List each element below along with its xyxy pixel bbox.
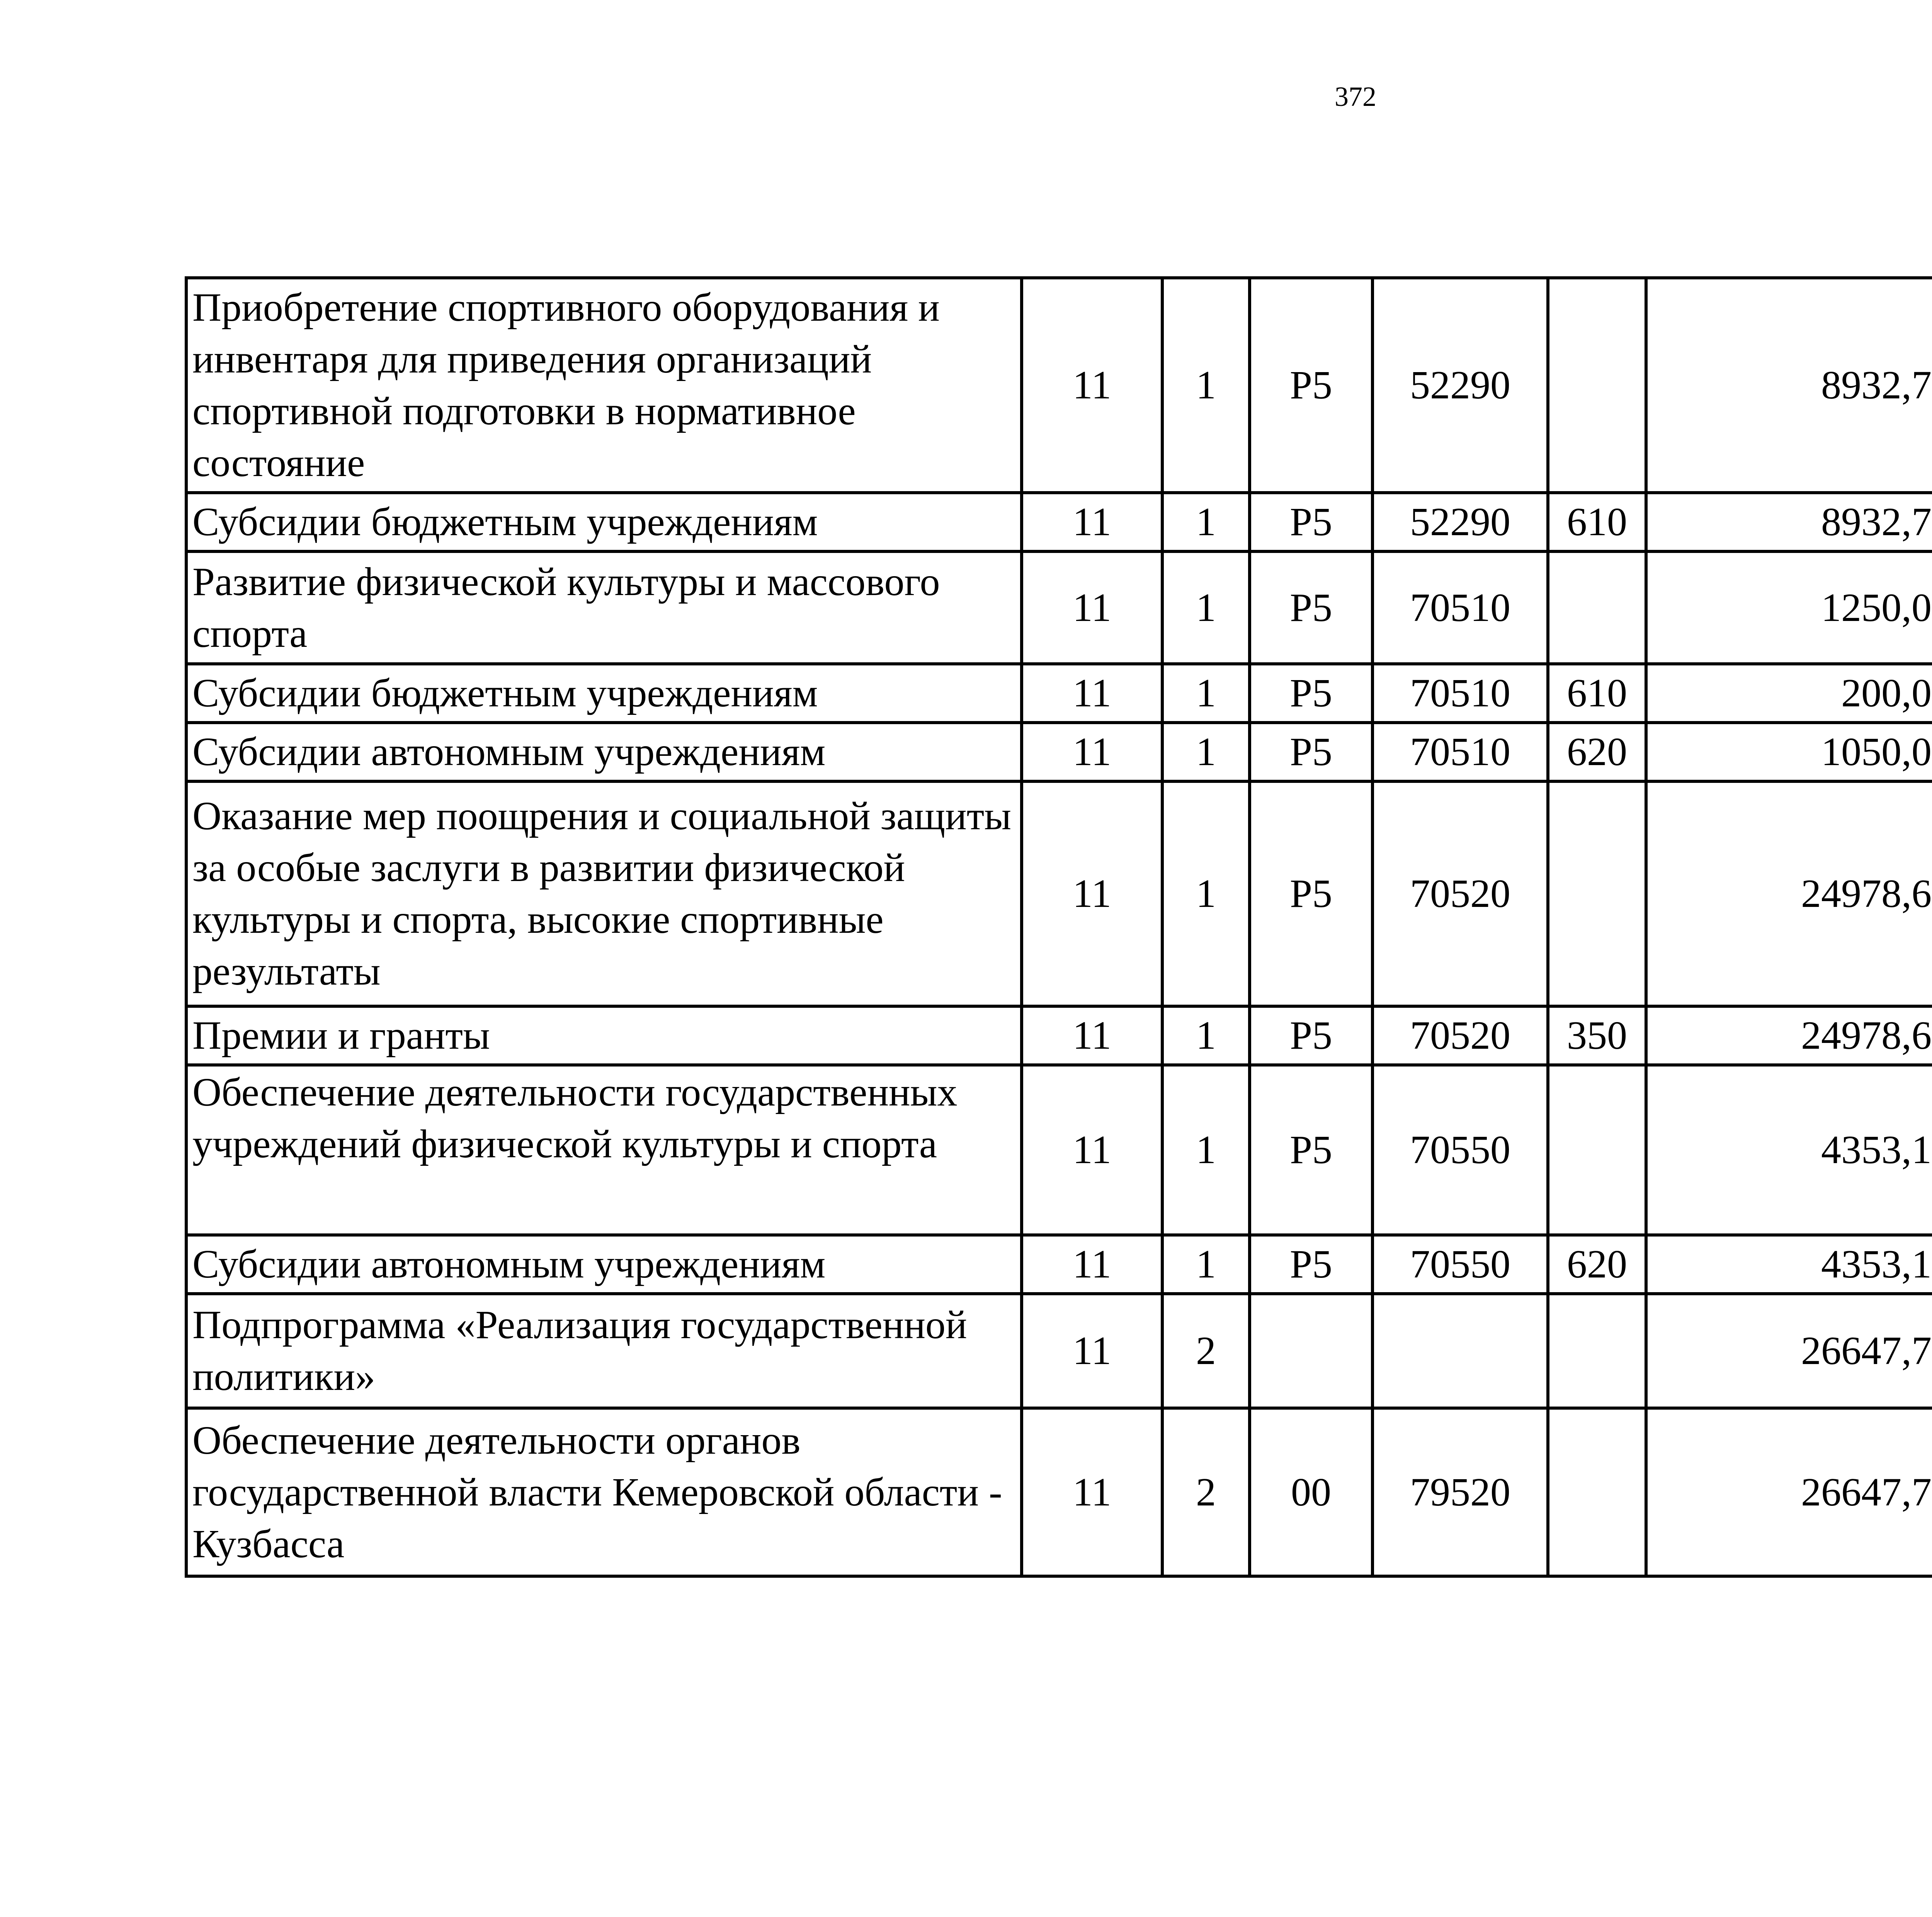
section-code-cell: 11 (1022, 1408, 1162, 1576)
program-code-cell: P5 (1250, 781, 1372, 1006)
page-number: 372 (1335, 81, 1376, 112)
amount-1-cell: 26647,7 (1646, 1294, 1932, 1408)
table-row (186, 1006, 1932, 1065)
direction-code-cell: 70520 (1372, 781, 1548, 1006)
budget-table (185, 276, 1932, 1578)
amount-1-cell: 8932,7 (1646, 493, 1932, 551)
row-name-cell: Подпрограмма «Реализация государственной политики» (186, 1294, 1022, 1408)
section-code-cell: 11 (1022, 781, 1162, 1006)
row-name-cell: Приобретение спортивного оборудования и инвентаря для приведения организаций спортивной подготовки в нормативное состояние (186, 278, 1022, 493)
expense-type-cell: 610 (1548, 493, 1646, 551)
amount-1-cell: 1050,0 (1646, 723, 1932, 781)
row-name-cell: Субсидии бюджетным учреждениям (186, 493, 1022, 551)
subprogram-code-cell: 1 (1162, 278, 1250, 493)
subprogram-code-cell: 1 (1162, 493, 1250, 551)
section-code-cell: 11 (1022, 551, 1162, 664)
section-code-cell: 11 (1022, 1065, 1162, 1235)
subprogram-code-cell: 2 (1162, 1294, 1250, 1408)
table-row (186, 551, 1932, 664)
direction-code-cell: 70510 (1372, 723, 1548, 781)
section-code-cell: 11 (1022, 723, 1162, 781)
subprogram-code-cell: 1 (1162, 1235, 1250, 1294)
row-name-cell: Обеспечение деятельности государственных учреждений физической культуры и спорта (186, 1065, 1022, 1235)
row-name-cell: Премии и гранты (186, 1006, 1022, 1065)
table-row (186, 723, 1932, 781)
section-code-cell: 11 (1022, 278, 1162, 493)
expense-type-cell: 610 (1548, 664, 1646, 723)
subprogram-code-cell: 1 (1162, 551, 1250, 664)
row-name-cell: Развитие физической культуры и массового спорта (186, 551, 1022, 664)
program-code-cell: P5 (1250, 493, 1372, 551)
amount-1-cell: 8932,7 (1646, 278, 1932, 493)
direction-code-cell: 52290 (1372, 493, 1548, 551)
program-code-cell: P5 (1250, 723, 1372, 781)
table-row (186, 1235, 1932, 1294)
expense-type-cell (1548, 781, 1646, 1006)
direction-code-cell: 70510 (1372, 664, 1548, 723)
program-code-cell: P5 (1250, 551, 1372, 664)
subprogram-code-cell: 1 (1162, 781, 1250, 1006)
expense-type-cell (1548, 1294, 1646, 1408)
table-row (186, 664, 1932, 723)
row-name-cell: Субсидии автономным учреждениям (186, 723, 1022, 781)
amount-1-cell: 1250,0 (1646, 551, 1932, 664)
program-code-cell: P5 (1250, 1065, 1372, 1235)
expense-type-cell (1548, 551, 1646, 664)
direction-code-cell: 70520 (1372, 1006, 1548, 1065)
direction-code-cell: 52290 (1372, 278, 1548, 493)
subprogram-code-cell: 1 (1162, 1006, 1250, 1065)
amount-1-cell: 26647,7 (1646, 1408, 1932, 1576)
section-code-cell: 11 (1022, 493, 1162, 551)
row-name-cell: Субсидии автономным учреждениям (186, 1235, 1022, 1294)
table-row (186, 781, 1932, 1006)
subprogram-code-cell: 2 (1162, 1408, 1250, 1576)
amount-1-cell: 4353,1 (1646, 1065, 1932, 1235)
table-row (186, 278, 1932, 493)
row-name-cell: Субсидии бюджетным учреждениям (186, 664, 1022, 723)
program-code-cell: P5 (1250, 1235, 1372, 1294)
direction-code-cell: 70550 (1372, 1065, 1548, 1235)
section-code-cell: 11 (1022, 1006, 1162, 1065)
amount-1-cell: 200,0 (1646, 664, 1932, 723)
section-code-cell: 11 (1022, 1294, 1162, 1408)
subprogram-code-cell: 1 (1162, 723, 1250, 781)
table-row (186, 1065, 1932, 1235)
program-code-cell (1250, 1294, 1372, 1408)
section-code-cell: 11 (1022, 664, 1162, 723)
expense-type-cell: 620 (1548, 1235, 1646, 1294)
table-row (186, 1294, 1932, 1408)
amount-1-cell: 24978,6 (1646, 1006, 1932, 1065)
section-code-cell: 11 (1022, 1235, 1162, 1294)
direction-code-cell: 79520 (1372, 1408, 1548, 1576)
amount-1-cell: 24978,6 (1646, 781, 1932, 1006)
expense-type-cell (1548, 1065, 1646, 1235)
expense-type-cell (1548, 1408, 1646, 1576)
table-row (186, 493, 1932, 551)
amount-1-cell: 4353,1 (1646, 1235, 1932, 1294)
expense-type-cell: 620 (1548, 723, 1646, 781)
expense-type-cell: 350 (1548, 1006, 1646, 1065)
row-name-cell: Оказание мер поощрения и социальной защиты за особые заслуги в развитии физической культуры и спорта, высокие спортивные результаты (186, 781, 1022, 1006)
program-code-cell: P5 (1250, 664, 1372, 723)
expense-type-cell (1548, 278, 1646, 493)
direction-code-cell: 70550 (1372, 1235, 1548, 1294)
table-row (186, 1408, 1932, 1576)
subprogram-code-cell: 1 (1162, 664, 1250, 723)
program-code-cell: P5 (1250, 1006, 1372, 1065)
program-code-cell: 00 (1250, 1408, 1372, 1576)
direction-code-cell (1372, 1294, 1548, 1408)
row-name-cell: Обеспечение деятельности органов государственной власти Кемеровской области - Кузбасса (186, 1408, 1022, 1576)
program-code-cell: P5 (1250, 278, 1372, 493)
subprogram-code-cell: 1 (1162, 1065, 1250, 1235)
direction-code-cell: 70510 (1372, 551, 1548, 664)
